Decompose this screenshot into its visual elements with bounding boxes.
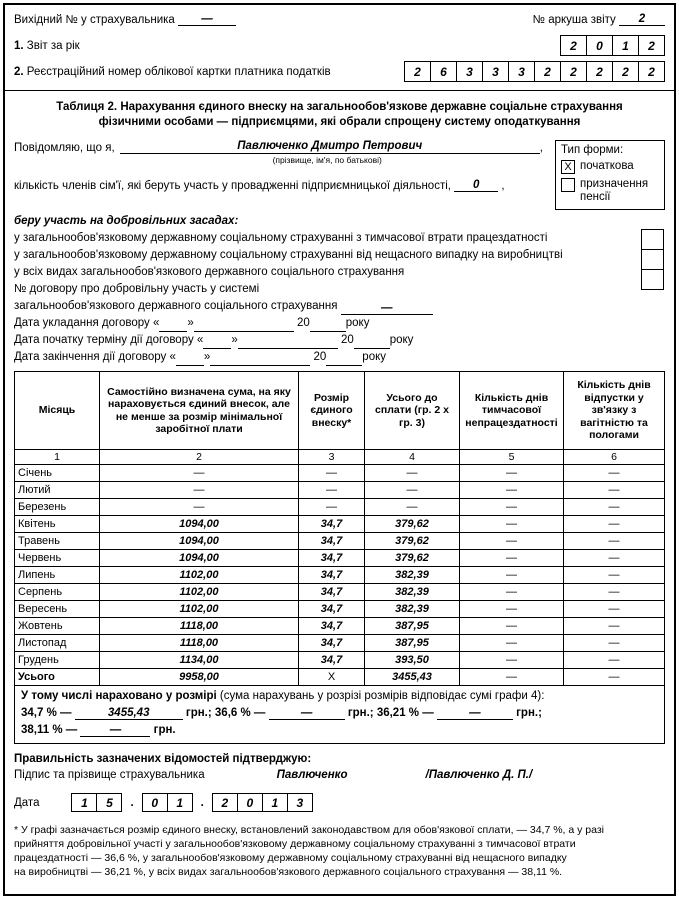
date-digit-cell[interactable]: 1 [167,793,193,812]
contract-date-line-start [14,332,665,349]
total-cell: 379,62 [365,550,460,567]
rate-cell: 34,7 [299,584,365,601]
table-header-row [15,372,665,450]
form-page [3,3,676,896]
quote-close: » [231,334,238,346]
year-word: року [362,351,386,363]
rate-cell: X [299,669,365,686]
total-cell: 382,39 [365,601,460,618]
breakdown-unit: грн.; [185,707,212,719]
sick-days-cell: — [460,652,564,669]
col-number: 2 [100,450,299,465]
year-word: року [345,317,370,329]
report-year-label-group [14,40,80,52]
maternity-days-cell: — [564,652,665,669]
declaration-section [14,140,665,208]
sheet-number-value[interactable]: 2 [619,13,665,26]
declarant-name[interactable]: Павлюченко Дмитро Петрович [120,140,540,154]
breakdown-rate: 36,21 % — [376,707,434,719]
signature-value[interactable]: Павлюченко [276,769,348,781]
sum-cell: 9958,00 [100,669,299,686]
date-label: Дата [14,796,40,809]
month-cell: Лютий [15,482,100,499]
reg-number-label: Реєстраційний номер облікової картки платника податків [26,65,331,78]
form-title [14,100,665,130]
voluntary-heading: беру участь на добровільних засадах: [14,215,239,227]
sick-days-cell: — [460,533,564,550]
table-row [15,516,665,533]
rate-cell: 34,7 [299,550,365,567]
sum-cell: 1118,00 [100,618,299,635]
reg-digit-cell[interactable]: 2 [534,61,561,82]
breakdown-value[interactable]: — [269,707,345,720]
sum-cell: — [100,465,299,482]
quote-close: » [187,317,194,329]
sick-days-cell: — [460,550,564,567]
breakdown-unit: грн. [153,724,176,736]
total-cell: 382,39 [365,584,460,601]
signer-label: Підпис та прізвище страхувальника [14,769,205,781]
rate-cell: 34,7 [299,601,365,618]
voluntary-option-2: у загальнообов'язковому державному соціальному страхуванні від нещасного випадку на виробництві [14,249,563,261]
header-total: Усього до сплати (гр. 2 х гр. 3) [365,372,460,450]
reg-digit-cell[interactable]: 2 [560,61,587,82]
sick-days-cell: — [460,618,564,635]
maternity-days-cell: — [564,499,665,516]
reg-digit-cell[interactable]: 6 [430,61,457,82]
month-cell: Січень [15,465,100,482]
reg-number-cells [404,61,665,82]
contract-date-label: Дата укладання договору [14,317,150,329]
voluntary-option-1: у загальнообов'язковому державному соціальному страхуванні з тимчасової втрати працездатності [14,232,548,244]
quote-open: « [152,317,160,329]
sheet-number-label: № аркуша звіту [532,14,616,26]
declarant-name-hint: (прізвище, ім'я, по батькові) [272,155,382,165]
section-divider [5,90,674,91]
family-members-comma: , [501,180,505,192]
reg-digit-cell[interactable]: 2 [612,61,639,82]
contract-year-blank[interactable] [326,365,362,366]
sum-cell: 1094,00 [100,516,299,533]
report-year-row [14,35,665,56]
table-row [15,635,665,652]
sick-days-cell: — [460,516,564,533]
month-cell: Серпень [15,584,100,601]
breakdown-value[interactable]: 3455,43 [75,707,183,720]
sick-days-cell: — [460,601,564,618]
contract-month-blank[interactable] [210,365,310,366]
maternity-days-cell: — [564,601,665,618]
table-total-row [15,669,665,686]
sum-cell: 1102,00 [100,567,299,584]
century-prefix: 20 [313,351,327,363]
header-rate: Розмір єдиного внеску* [299,372,365,450]
reg-number-label-group [14,66,331,78]
family-members-line [14,179,543,192]
sick-days-cell: — [460,465,564,482]
form-title-line2: фізичними особами — підприємцями, які обрали спрощену систему оподаткування [98,116,581,128]
sheet-number-field [533,13,665,26]
table-row [15,465,665,482]
breakdown-unit: грн.; [516,707,542,719]
report-year-label: Звіт за рік [26,39,80,52]
total-cell: 393,50 [365,652,460,669]
outgoing-number-field [14,13,236,26]
table-row [15,652,665,669]
month-cell: Червень [15,550,100,567]
confirmation-heading: Правильність зазначених відомостей підтверджую: [14,753,312,765]
table-row [15,550,665,567]
form-type-option-initial-label: початкова [580,160,634,172]
form-type-option-initial[interactable] [561,160,659,174]
date-digit-cell[interactable]: 1 [71,793,97,812]
date-digit-cell[interactable]: 2 [212,793,238,812]
voluntary-checkboxes [641,230,664,290]
month-cell: Липень [15,567,100,584]
header-maternity-days: Кількість днів відпустки у зв'язку з вагітністю та пологами [564,372,665,450]
maternity-days-cell: — [564,635,665,652]
outgoing-number-label: Вихідний № у страхувальника [14,14,175,26]
rate-cell: 34,7 [299,652,365,669]
maternity-days-cell: — [564,465,665,482]
breakdown-line-2 [21,722,658,739]
maternity-days-cell: — [564,584,665,601]
sum-cell: — [100,482,299,499]
contract-day-blank[interactable] [176,365,204,366]
month-cell: Грудень [15,652,100,669]
quote-open: « [196,334,204,346]
rate-cell: 34,7 [299,516,365,533]
quote-close: » [203,351,211,363]
sick-days-cell: — [460,584,564,601]
breakdown-rate: 38,11 % — [21,724,78,736]
checkbox-pension[interactable] [561,178,575,192]
date-row [14,793,665,812]
rate-cell: — [299,482,365,499]
checkbox-voluntary-2[interactable] [641,249,664,270]
col-number: 5 [460,450,564,465]
col-number: 3 [299,450,365,465]
contributions-table [14,371,665,744]
quote-open: « [169,351,176,363]
contract-date-label: Дата початку терміну дії договору [14,334,194,346]
table-row [15,533,665,550]
col-number: 1 [15,450,100,465]
date-digit-cell[interactable]: 0 [237,793,263,812]
contract-number-line1: № договору про добровільну участь у системі [14,283,260,295]
breakdown-intro [21,688,658,705]
checkbox-voluntary-1[interactable] [641,229,664,250]
report-year-cells [560,35,665,56]
table-row [15,601,665,618]
table-row [15,482,665,499]
date-digit-cell[interactable]: 0 [142,793,168,812]
century-prefix: 20 [296,317,310,329]
column-numbers-row [15,450,665,465]
header-sum: Самостійно визначена сума, на яку нараховується єдиний внесок, але не менше за розмір мінімальної заробітної плати [100,372,299,450]
footnote-line: на виробництві — 36,21 %, у всіх видах загальнообов'язкового державного соціального страхування — 38,11 %. [14,866,563,878]
reg-number-number: 2. [14,65,24,78]
contract-number-line2 [14,298,665,315]
footnote-line: прийняття добровільної участі у загальнообов'язковому державному соціальному страхуванні з тимчасової втрати [14,838,576,850]
contract-date-label: Дата закінчення дії договору [14,351,167,363]
date-month-cells [142,793,193,812]
reg-digit-cell[interactable]: 3 [456,61,483,82]
breakdown-line-1 [21,705,658,722]
rate-cell: 34,7 [299,567,365,584]
breakdown-value[interactable]: — [437,707,513,720]
rate-cell: — [299,499,365,516]
total-cell: 3455,43 [365,669,460,686]
year-digit-cell[interactable]: 2 [560,35,587,56]
form-type-option-pension-label: призначення пенсії [580,178,649,203]
breakdown-intro-rest: (сума нарахувань у розрізі розмірів відповідає сумі графи 4): [219,690,545,702]
table-row [15,584,665,601]
year-word: року [389,334,414,346]
form-type-option-pension[interactable] [561,178,659,204]
family-members-label: кількість членів сім'ї, які беруть участь у провадженні підприємницької діяльності, [14,180,451,192]
century-prefix: 20 [340,334,354,346]
table-row [15,618,665,635]
reg-digit-cell[interactable]: 2 [586,61,613,82]
month-cell: Травень [15,533,100,550]
col-number: 6 [564,450,665,465]
voluntary-option-3: у всіх видах загальнообов'язкового державного соціального страхування [14,266,405,278]
footnote [14,823,665,879]
year-digit-cell[interactable]: 2 [638,35,665,56]
top-row [14,13,665,26]
contract-date-line-signing [14,315,665,332]
sick-days-cell: — [460,567,564,584]
reg-digit-cell[interactable]: 2 [638,61,665,82]
total-cell: — [365,465,460,482]
sum-cell: 1102,00 [100,601,299,618]
date-digit-cell[interactable]: 5 [96,793,122,812]
breakdown-intro-bold: У тому числі нараховано у розмірі [21,690,217,702]
maternity-days-cell: — [564,482,665,499]
outgoing-number-value[interactable]: — [178,13,236,26]
rate-cell: 34,7 [299,618,365,635]
reg-digit-cell[interactable]: 3 [508,61,535,82]
declarant-comma: , [539,142,543,154]
form-type-box [555,140,665,210]
signature-row [14,769,665,781]
total-cell: 379,62 [365,533,460,550]
breakdown-unit: грн.; [347,707,374,719]
total-cell: — [365,482,460,499]
total-cell: 382,39 [365,567,460,584]
total-cell: 379,62 [365,516,460,533]
month-cell: Березень [15,499,100,516]
rate-cell: — [299,465,365,482]
sick-days-cell: — [460,499,564,516]
month-cell: Квітень [15,516,100,533]
declarant-prefix: Повідомляю, що я, [14,142,115,154]
rate-cell: 34,7 [299,635,365,652]
month-cell: Усього [15,669,100,686]
reg-digit-cell[interactable]: 3 [482,61,509,82]
sum-cell: 1094,00 [100,533,299,550]
report-year-number: 1. [14,39,24,52]
reg-digit-cell[interactable]: 2 [404,61,431,82]
declarant-hint-row [14,155,543,167]
date-day-cells [71,793,122,812]
sick-days-cell: — [460,669,564,686]
sum-cell: 1094,00 [100,550,299,567]
signer-name: /Павлюченко Д. П./ [425,769,533,781]
year-digit-cell[interactable]: 0 [586,35,613,56]
breakdown-block [15,686,665,744]
date-digit-cell[interactable]: 3 [287,793,313,812]
sick-days-cell: — [460,635,564,652]
family-members-value[interactable]: 0 [454,179,498,192]
sum-cell: 1102,00 [100,584,299,601]
footnote-line: працездатності — 36,6 %, у загальнообов'язковому державному соціальному страхуванні від нещасного випадку [14,852,567,864]
checkbox-initial[interactable]: X [561,160,575,174]
month-cell: Вересень [15,601,100,618]
form-type-label: Тип форми: [561,144,624,156]
total-cell: 387,95 [365,618,460,635]
month-cell: Листопад [15,635,100,652]
sum-cell: 1134,00 [100,652,299,669]
breakdown-value[interactable]: — [80,724,150,737]
maternity-days-cell: — [564,550,665,567]
total-cell: — [365,499,460,516]
breakdown-row [15,686,665,744]
form-title-line1: Таблиця 2. Нарахування єдиного внеску на загальнообов'язкове державне соціальне страхування [56,101,623,113]
maternity-days-cell: — [564,567,665,584]
declarant-line [14,140,543,154]
checkbox-voluntary-3[interactable] [641,269,664,290]
header-month: Місяць [15,372,100,450]
table-row [15,499,665,516]
voluntary-section [14,213,665,366]
rate-cell: 34,7 [299,533,365,550]
date-digit-cell[interactable]: 1 [262,793,288,812]
sick-days-cell: — [460,482,564,499]
contract-date-line-end [14,349,665,366]
col-number: 4 [365,450,460,465]
header-sick-days: Кількість днів тимчасової непрацездатності [460,372,564,450]
date-year-cells [212,793,313,812]
maternity-days-cell: — [564,618,665,635]
maternity-days-cell: — [564,533,665,550]
sum-cell: 1118,00 [100,635,299,652]
month-cell: Жовтень [15,618,100,635]
breakdown-rate: 36,6 % — [214,707,266,719]
year-digit-cell[interactable]: 1 [612,35,639,56]
maternity-days-cell: — [564,516,665,533]
total-cell: 387,95 [365,635,460,652]
contract-number-value[interactable]: — [341,302,433,315]
footnote-line: * У графі зазначається розмір єдиного внеску, встановлений законодавством для обов'язкової сплати, — 34,7 %, а у разі [14,824,605,836]
contract-number-label: загальнообов'язкового державного соціального страхування [14,300,338,312]
date-separator: . [130,796,134,809]
sum-cell: — [100,499,299,516]
confirmation-section [14,753,665,781]
reg-number-row [14,61,665,82]
table-row [15,567,665,584]
date-separator: . [200,796,204,809]
breakdown-rate: 34,7 % — [21,707,72,719]
maternity-days-cell: — [564,669,665,686]
